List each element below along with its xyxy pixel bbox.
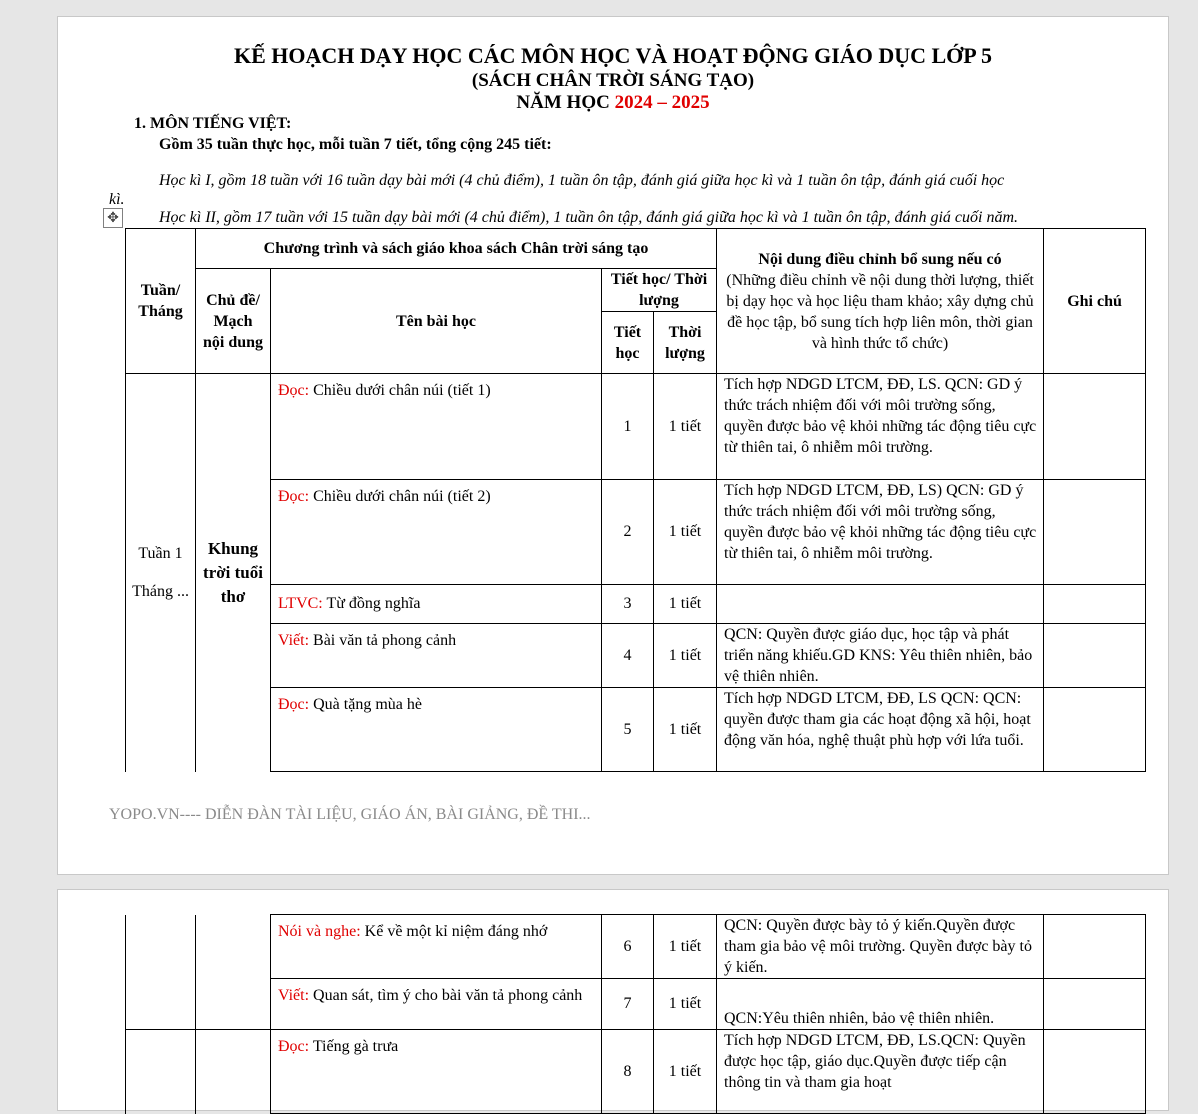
month-label: Tháng ... — [132, 582, 189, 600]
lesson-type: Viết: — [278, 632, 310, 649]
table-move-handle-icon[interactable]: ✥ — [103, 208, 123, 228]
duration-cell: 1 tiết — [654, 374, 717, 480]
notes-cell — [1044, 624, 1146, 688]
lesson-type: Đọc: — [278, 488, 310, 505]
header-topic: Chủ đề/ Mạch nội dung — [196, 269, 271, 374]
adjust-note-cell: Tích hợp NDGD LTCM, ĐĐ, LS. QCN: GD ý thức trách nhiệm đối với môi trường sống, quyền được bảo vệ khỏi những tác động tiêu cực từ thiên tai, ô nhiễm môi trường. — [717, 374, 1044, 480]
adjust-note-cell: QCN:Yêu thiên nhiên, bảo vệ thiên nhiên. — [717, 979, 1044, 1030]
lesson-name-cell — [271, 979, 602, 1030]
semester-1-line-end: kì. — [109, 191, 125, 208]
lesson-title: Kể về một kỉ niệm đáng nhớ — [360, 923, 548, 940]
adjust-note-cell: QCN: Quyền được bày tỏ ý kiến.Quyền được tham gia bảo vệ môi trường. Quyền được bày tỏ ý kiến. — [717, 915, 1044, 979]
school-year-value: 2024 – 2025 — [614, 92, 710, 113]
table-row — [126, 585, 1146, 624]
adjust-note-cell: QCN: Quyền được giáo dục, học tập và phát triển năng khiếu.GD KNS: Yêu thiên nhiên, bảo vệ thiên nhiên. — [717, 624, 1044, 688]
header-lesson-name: Tên bài học — [271, 269, 602, 374]
notes-cell — [1044, 374, 1146, 480]
table-row — [126, 480, 1146, 585]
semester-2-line: Học kì II, gồm 17 tuần với 15 tuần dạy bài mới (4 chủ điểm), 1 tuần ôn tập, đánh giá giữa học kì và 1 tuần ôn tập, đánh giá cuối năm. — [159, 209, 1019, 226]
lesson-name-cell — [271, 585, 602, 624]
lesson-name-cell — [271, 688, 602, 772]
lesson-type: Đọc: — [278, 1038, 310, 1055]
lesson-type: Nói và nghe: — [278, 923, 361, 940]
notes-cell — [1044, 1030, 1146, 1114]
table-row — [126, 374, 1146, 480]
semester-1-line: Học kì I, gồm 18 tuần với 16 tuần dạy bài mới (4 chủ điểm), 1 tuần ôn tập, đánh giá giữa học kì và 1 tuần ôn tập, đánh giá cuối học — [159, 172, 1005, 189]
lesson-title: Chiều dưới chân núi (tiết 2) — [309, 488, 491, 505]
week-cell — [126, 1030, 196, 1114]
header-duration: Thời lượng — [654, 312, 717, 374]
lesson-type: Đọc: — [278, 696, 310, 713]
header-week-month: Tuần/ Tháng — [126, 229, 196, 374]
duration-cell: 1 tiết — [654, 979, 717, 1030]
header-adjust-desc: (Những điều chỉnh về nội dung thời lượng, thiết bị dạy học và học liệu tham khảo; xây dựng chủ đề học tập, bổ sung tích hợp liên môn, thời gian và hình thức tổ chức) — [726, 271, 1034, 352]
notes-cell — [1044, 915, 1146, 979]
duration-cell: 1 tiết — [654, 915, 717, 979]
period-cell: 1 — [602, 374, 654, 480]
week-cell — [126, 915, 196, 1030]
table-row — [126, 915, 1146, 979]
lesson-name-cell — [271, 915, 602, 979]
header-program: Chương trình và sách giáo khoa sách Chân trời sáng tạo — [196, 229, 717, 269]
lesson-name-cell — [271, 374, 602, 480]
lesson-type: Đọc: — [278, 382, 310, 399]
period-cell: 4 — [602, 624, 654, 688]
header-adjust-title: Nội dung điều chỉnh bổ sung nếu có — [758, 250, 1002, 268]
page-footer: YOPO.VN---- DIỄN ĐÀN TÀI LIỆU, GIÁO ÁN, BÀI GIẢNG, ĐỀ THI... — [109, 806, 591, 823]
adjust-note-cell — [717, 585, 1044, 624]
adjust-note-cell: Tích hợp NDGD LTCM, ĐĐ, LS) QCN: GD ý thức trách nhiệm đối với môi trường sống, quyền được bảo vệ khỏi những tác động tiêu cực từ thiên tai, ô nhiễm môi trường. — [717, 480, 1044, 585]
document-subtitle: (SÁCH CHÂN TRỜI SÁNG TẠO) — [471, 70, 755, 91]
lesson-plan-table — [125, 228, 1146, 772]
table-row — [126, 1030, 1146, 1114]
period-cell: 8 — [602, 1030, 654, 1114]
document-page-2 — [57, 889, 1169, 1111]
notes-cell — [1044, 480, 1146, 585]
lesson-name-cell — [271, 624, 602, 688]
school-year — [58, 92, 1168, 114]
period-cell: 3 — [602, 585, 654, 624]
header-period-time: Tiết học/ Thời lượng — [602, 269, 717, 312]
lesson-title: Từ đồng nghĩa — [322, 595, 421, 612]
lesson-plan-table-continued — [125, 914, 1146, 1114]
lesson-name-cell — [271, 480, 602, 585]
document-title: KẾ HOẠCH DẠY HỌC CÁC MÔN HỌC VÀ HOẠT ĐỘNG GIÁO DỤC LỚP 5 — [233, 43, 992, 68]
lesson-type: Viết: — [278, 987, 310, 1004]
table-row — [126, 979, 1146, 1030]
duration-cell: 1 tiết — [654, 480, 717, 585]
header-notes: Ghi chú — [1044, 229, 1146, 374]
duration-cell: 1 tiết — [654, 624, 717, 688]
lesson-title: Tiếng gà trưa — [309, 1038, 399, 1055]
header-period: Tiết học — [602, 312, 654, 374]
topic-cell — [196, 1030, 271, 1114]
topic-cell — [196, 915, 271, 1030]
adjust-note-cell: Tích hợp NDGD LTCM, ĐĐ, LS QCN: QCN: quyền được tham gia các hoạt động xã hội, hoạt động văn hóa, nghệ thuật phù hợp với lứa tuổi. — [717, 688, 1044, 772]
lesson-title: Quan sát, tìm ý cho bài văn tả phong cảnh — [309, 987, 583, 1004]
notes-cell — [1044, 585, 1146, 624]
notes-cell — [1044, 979, 1146, 1030]
lesson-name-cell — [271, 1030, 602, 1114]
lesson-title: Quà tặng mùa hè — [309, 696, 422, 713]
document-page-1 — [57, 16, 1169, 875]
notes-cell — [1044, 688, 1146, 772]
period-cell: 5 — [602, 688, 654, 772]
period-cell: 7 — [602, 979, 654, 1030]
lesson-title: Bài văn tả phong cảnh — [309, 632, 457, 649]
week-label: Tuần 1 — [138, 544, 183, 562]
table-row — [126, 624, 1146, 688]
duration-cell: 1 tiết — [654, 585, 717, 624]
header-adjustments — [717, 229, 1044, 374]
period-cell: 2 — [602, 480, 654, 585]
lesson-type: LTVC: — [278, 595, 323, 612]
week-cell — [126, 374, 196, 772]
topic-cell: Khung trời tuổi thơ — [196, 374, 271, 772]
lesson-title: Chiều dưới chân núi (tiết 1) — [309, 382, 491, 399]
duration-cell: 1 tiết — [654, 688, 717, 772]
adjust-note-cell: Tích hợp NDGD LTCM, ĐĐ, LS.QCN: Quyền được học tập, giáo dục.Quyền được tiếp cận thông tin và tham gia hoạt — [717, 1030, 1044, 1114]
school-year-label: NĂM HỌC — [516, 92, 615, 113]
summary-line: Gồm 35 tuần thực học, mỗi tuần 7 tiết, tổng cộng 245 tiết: — [159, 136, 552, 153]
section-heading: 1. MÔN TIẾNG VIỆT: — [134, 115, 292, 132]
table-row — [126, 688, 1146, 772]
duration-cell: 1 tiết — [654, 1030, 717, 1114]
period-cell: 6 — [602, 915, 654, 979]
